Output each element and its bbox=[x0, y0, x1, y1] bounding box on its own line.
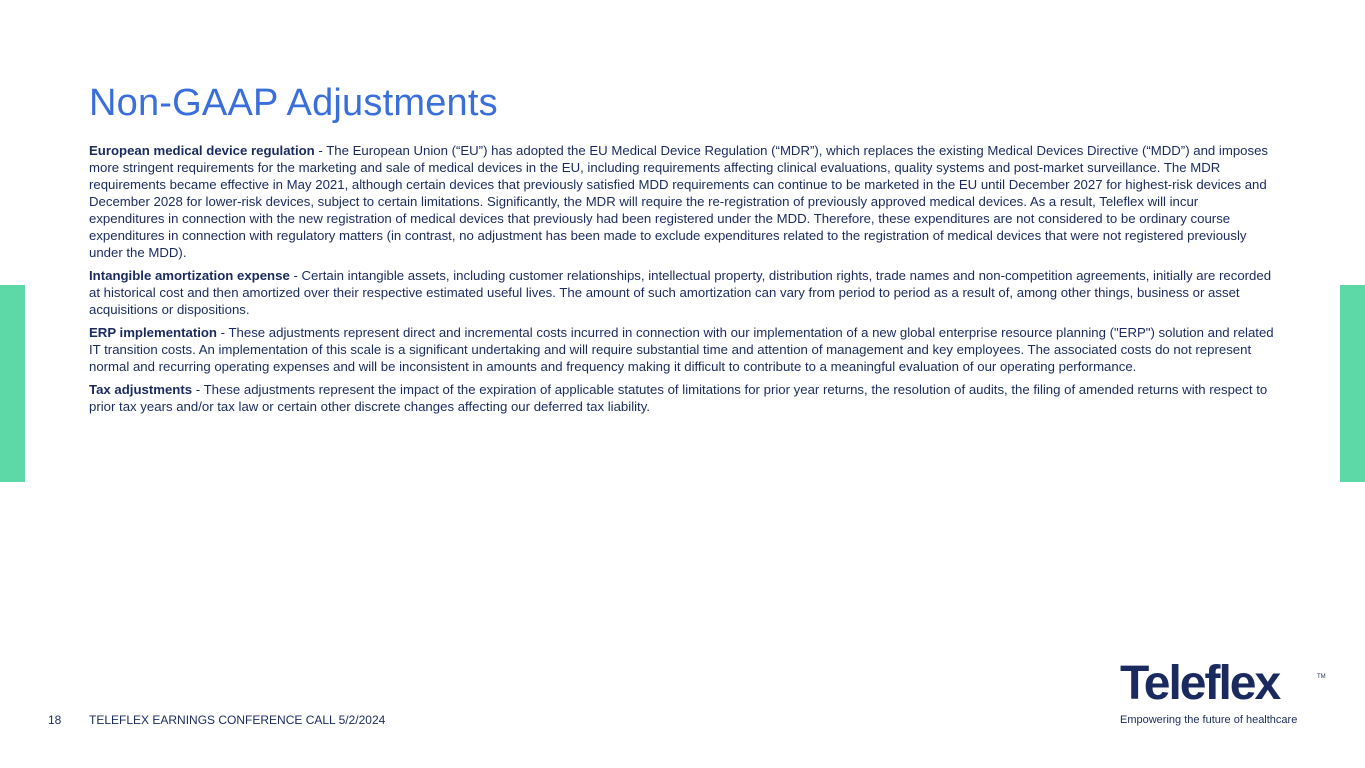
paragraph-intangible-amortization bbox=[89, 267, 1277, 318]
adjustments-list bbox=[89, 142, 1277, 421]
paragraph-text: - The European Union (“EU”) has adopted the EU Medical Device Regulation (“MDR”), which replaces the existing Medical Devices Directive (“MDD”) and imposes more stringent requirements for the marketing and sale of medical devices in the EU, including requirements affecting clinical evaluations, quality systems and post-market surveillance. The MDR requirements became effective in May 2021, although certain devices that previously satisfied MDD requirements can continue to be marketed in the EU until December 2027 for highest-risk devices and December 2028 for lower-risk devices, subject to certain limitations. Significantly, the MDR will require the re-registration of previously approved medical devices. As a result, Teleflex will incur expenditures in connection with the new registration of medical devices that previously had been registered under the MDD. Therefore, these expenditures are not considered to be ordinary course expenditures in connection with regulatory matters (in contrast, no adjustment has been made to exclude expenditures related to the registration of medical devices that were not registered previously under the MDD). bbox=[89, 143, 1269, 260]
logo-wordmark: Teleflex bbox=[1120, 657, 1280, 710]
paragraph-tax-adjustments bbox=[89, 381, 1277, 415]
footer-text: TELEFLEX EARNINGS CONFERENCE CALL 5/2/2024 bbox=[89, 713, 386, 727]
paragraph-term: Tax adjustments bbox=[89, 382, 193, 397]
page-number: 18 bbox=[48, 713, 62, 727]
paragraph-text: - These adjustments represent direct and incremental costs incurred in connection with our implementation of a new global enterprise resource planning ("ERP") solution and related IT transition costs. An implementation of this scale is a significant undertaking and will require substantial time and attention of management and key employees. The associated costs do not represent normal and recurring operating expenses and will be inconsistent in amounts and frequency making it difficult to contribute to a meaningful evaluation of our operating performance. bbox=[89, 325, 1274, 374]
logo-trademark: TM bbox=[1317, 674, 1326, 680]
paragraph-text: - Certain intangible assets, including customer relationships, intellectual property, distribution rights, trade names and non-competition agreements, initially are recorded at historical cost and then amortized over their respective estimated useful lives. The amount of such amortization can vary from period to period as a result of, among other things, business or asset acquisitions or dispositions. bbox=[89, 268, 1272, 317]
left-accent-bar bbox=[0, 285, 25, 482]
page-title: Non-GAAP Adjustments bbox=[89, 82, 498, 124]
paragraph-term: ERP implementation bbox=[89, 325, 217, 340]
paragraph-term: Intangible amortization expense bbox=[89, 268, 290, 283]
paragraph-text: - These adjustments represent the impact of the expiration of applicable statutes of limitations for prior year returns, the resolution of audits, the filing of amended returns with respect to prior tax years and/or tax law or certain other discrete changes affecting our deferred tax liability. bbox=[89, 382, 1268, 414]
logo-tagline: Empowering the future of healthcare bbox=[1120, 714, 1298, 726]
paragraph-eu-mdr bbox=[89, 142, 1277, 261]
right-accent-bar bbox=[1340, 285, 1365, 482]
paragraph-erp-implementation bbox=[89, 324, 1277, 375]
paragraph-term: European medical device regulation bbox=[89, 143, 315, 158]
teleflex-logo bbox=[1120, 657, 1330, 732]
